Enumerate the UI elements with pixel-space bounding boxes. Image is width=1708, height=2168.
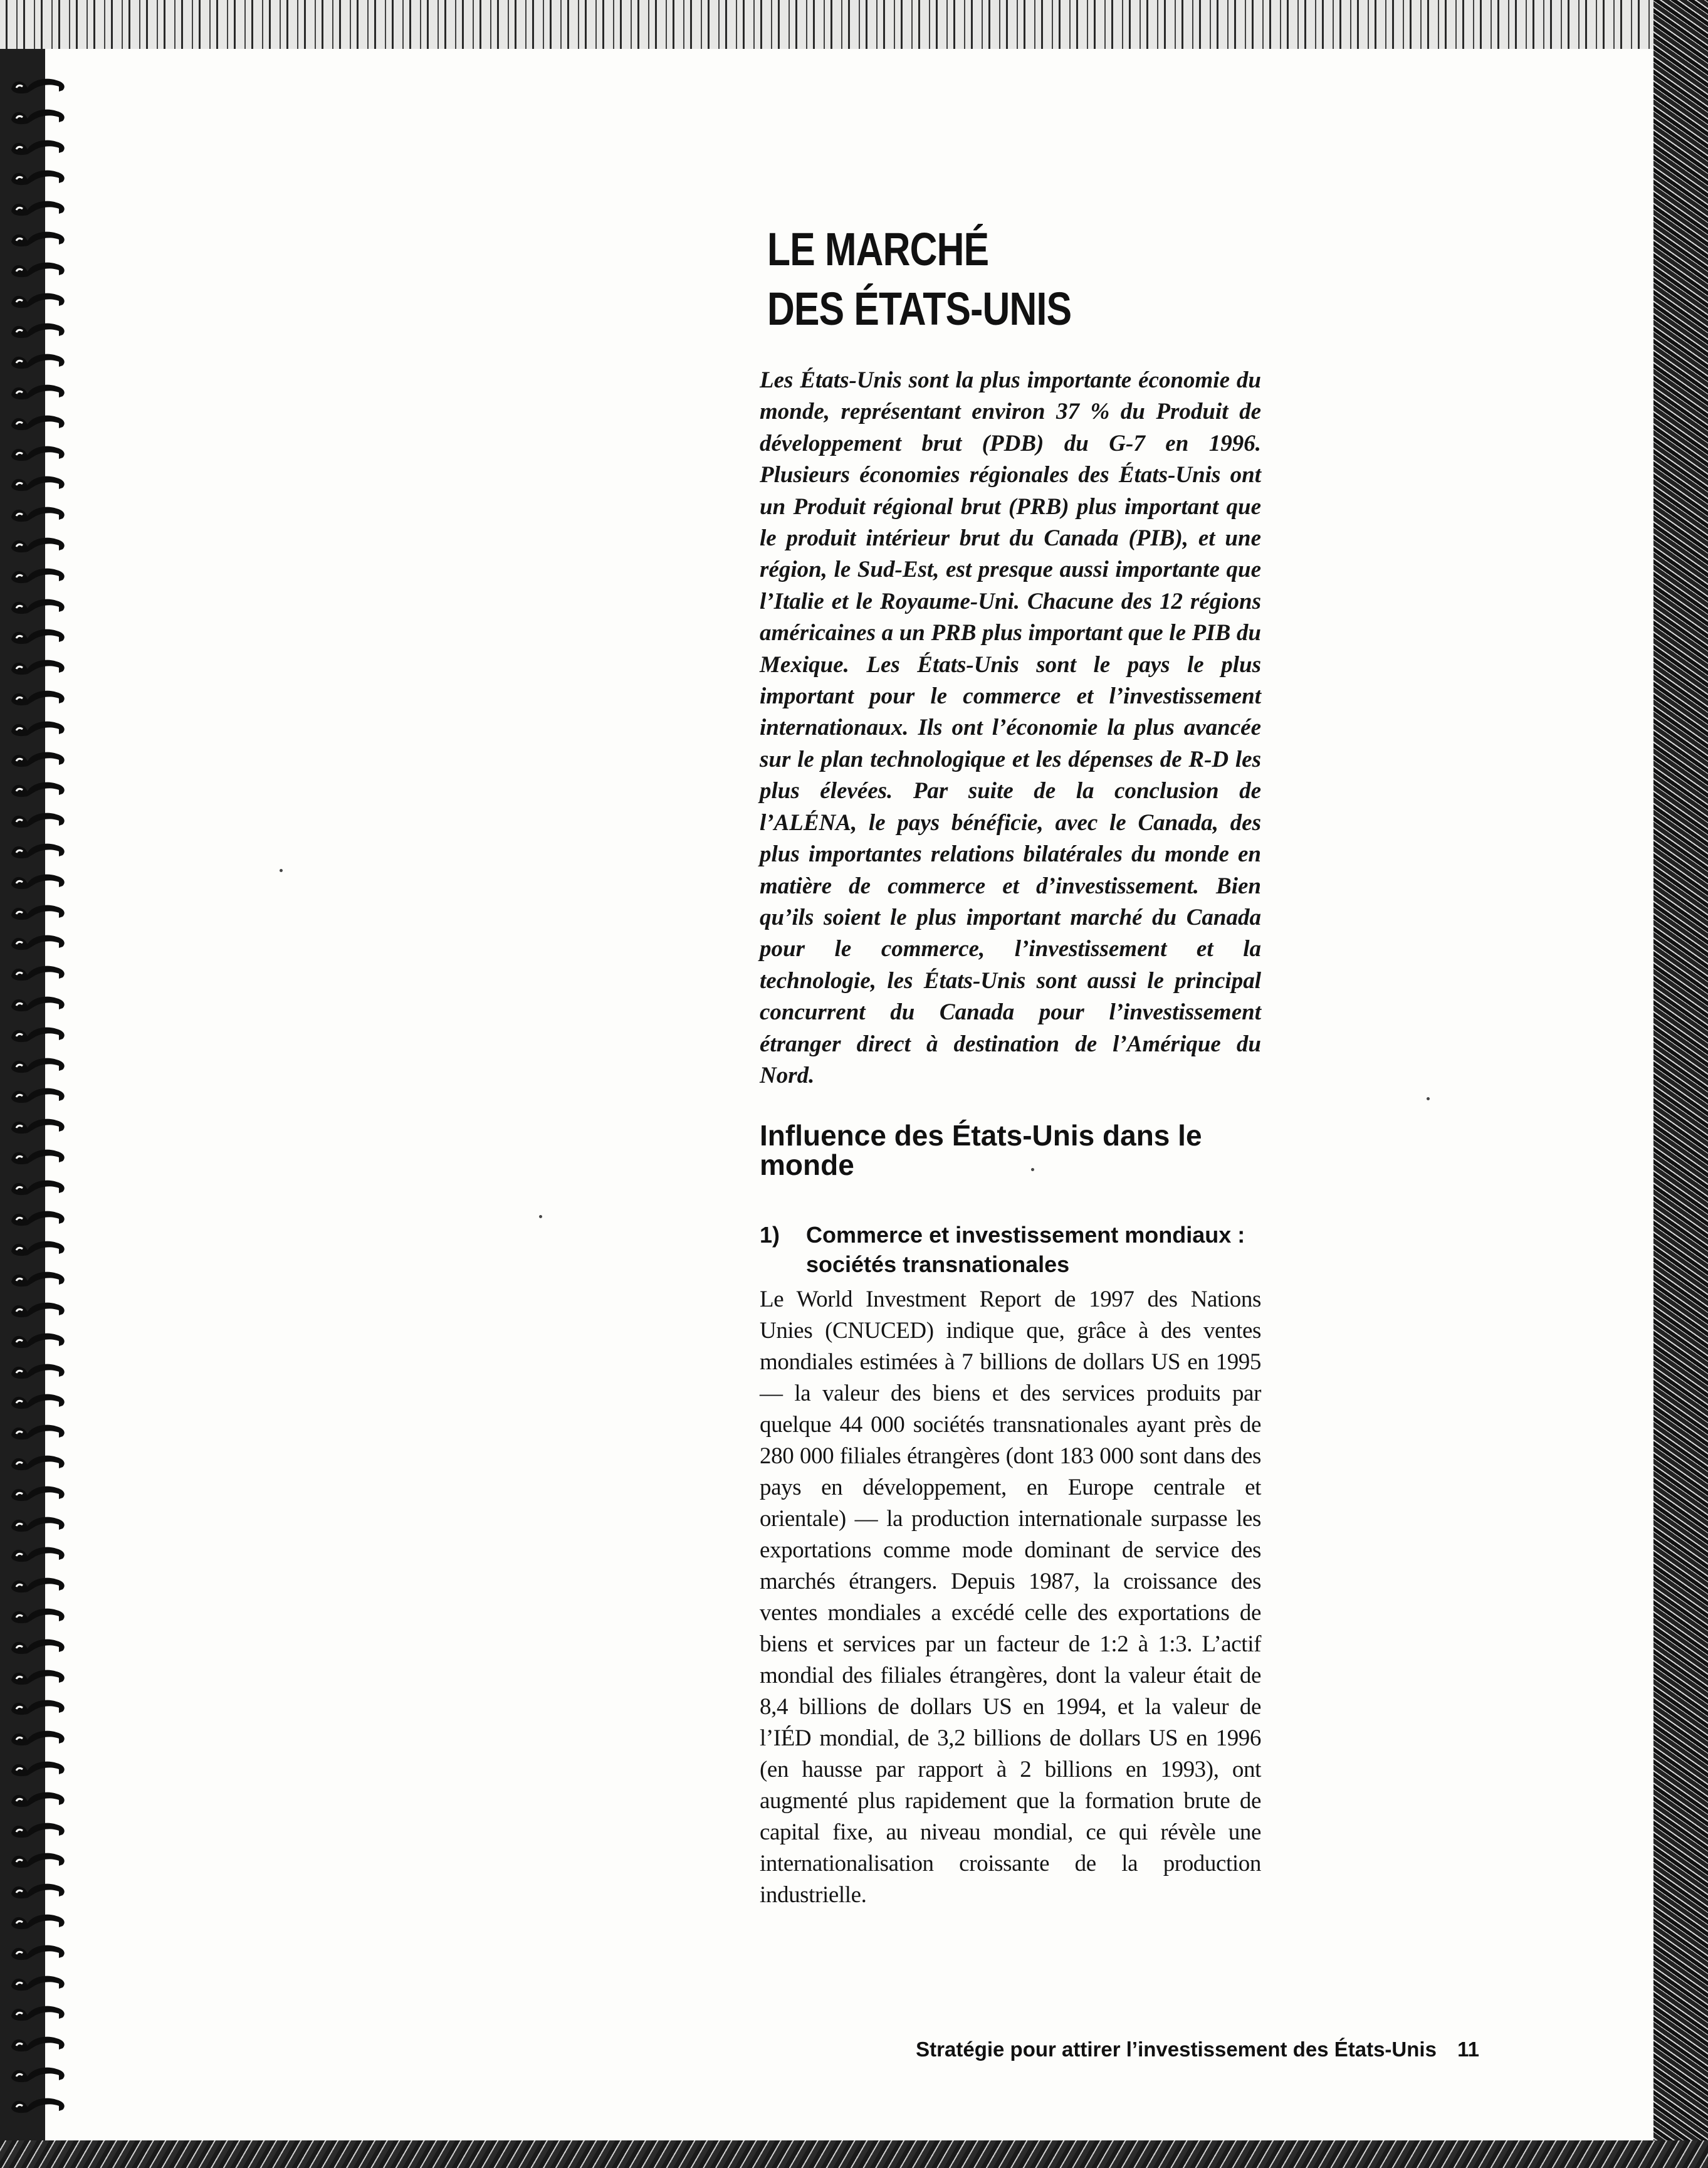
binding-ring (9, 259, 69, 278)
binding-ring (9, 656, 69, 675)
binding-ring (9, 137, 69, 155)
binding-ring (9, 1636, 69, 1655)
binding-ring (9, 993, 69, 1012)
title-line-1: LE MARCHÉ (767, 223, 989, 275)
binding-ring (9, 1666, 69, 1685)
binding-ring (9, 290, 69, 308)
binding-ring (9, 687, 69, 706)
body-paragraph: Le World Investment Report de 1997 des Nations Unies (CNUCED) indique que, grâce à des ventes mondiales estimées à 7 billions de dollars US en 1995 — la valeur des biens et des services produits par quelque 44 000 sociétés transnationales ayant près de 280 000 filiales étrangères (dont 183 000 sont dans des pays en développement, en Europe centrale et orientale) — la production internationale surpasse les exportations comme mode dominant de service des marchés étrangers. Depuis 1987, la croissance des ventes mondiales a excédé celle des exportations de biens et services par un facteur de 1:2 à 1:3. L’actif mondial des filiales étrangères, dont la valeur était de 8,4 billions de dollars US en 1994, et la valeur de l’IÉD mondial, de 3,2 billions de dollars US en 1996 (en hausse par rapport à 2 billions en 1993), ont augmenté plus rapidement que la formation brute de capital fixe, au niveau mondial, ce qui révèle une internationalisation croissante de la production industrielle. (760, 1287, 1261, 1908)
binding-ring (9, 1177, 69, 1196)
binding-ring (9, 1421, 69, 1440)
binding-ring (9, 75, 69, 94)
scan-speck (1427, 1097, 1430, 1100)
page-footer (916, 2038, 1479, 2061)
scan-background-texture (1653, 0, 1708, 2168)
scan-top-edge (0, 0, 1708, 49)
binding-ring (9, 962, 69, 981)
binding-ring (9, 350, 69, 369)
binding-ring (9, 197, 69, 216)
binding-ring (9, 1146, 69, 1165)
binding-ring (9, 718, 69, 737)
scan-speck (1031, 1168, 1034, 1171)
subsection-heading (760, 1220, 1261, 1279)
binding-ring (9, 1391, 69, 1409)
binding-ring (9, 381, 69, 400)
binding-ring (9, 1972, 69, 1991)
binding-ring (9, 1942, 69, 1960)
binding-ring (9, 1850, 69, 1868)
binding-ring (9, 1758, 69, 1777)
binding-ring (9, 871, 69, 890)
binding-ring (9, 1330, 69, 1349)
binding-ring (9, 902, 69, 920)
page-number: 11 (1457, 2038, 1479, 2061)
binding-ring (9, 2064, 69, 2083)
binding-ring (9, 473, 69, 492)
binding-ring (9, 1452, 69, 1471)
scan-speck (539, 1215, 542, 1218)
title-line-2: DES ÉTATS-UNIS (767, 283, 1072, 335)
binding-ring (9, 1880, 69, 1899)
binding-ring (9, 1544, 69, 1562)
binding-ring (9, 228, 69, 247)
binding-ring (9, 809, 69, 828)
section-heading: Influence des États-Unis dans le monde (760, 1119, 1202, 1181)
binding-ring (9, 565, 69, 584)
binding-ring (9, 503, 69, 522)
binding-ring (9, 534, 69, 553)
binding-ring (9, 1024, 69, 1043)
binding-ring (9, 1605, 69, 1624)
binding-ring (9, 1208, 69, 1226)
binding-ring (9, 1911, 69, 1930)
binding-ring (9, 779, 69, 797)
binding-ring (9, 1574, 69, 1593)
binding-ring (9, 1055, 69, 1073)
binding-ring (9, 1299, 69, 1318)
binding-ring (9, 1483, 69, 1502)
footer-text: Stratégie pour attirer l’investissement des États-Unis (916, 2038, 1437, 2061)
spiral-binding (0, 49, 81, 2140)
binding-ring (9, 1268, 69, 1287)
binding-ring (9, 1115, 69, 1134)
binding-ring (9, 932, 69, 950)
page-title (767, 219, 1071, 339)
binding-ring (9, 626, 69, 645)
binding-ring (9, 1697, 69, 1715)
binding-ring (9, 443, 69, 461)
binding-ring (9, 1513, 69, 1532)
binding-ring (9, 2095, 69, 2113)
binding-ring (9, 1360, 69, 1379)
binding-ring (9, 1085, 69, 1103)
subsection-title: Commerce et investissement mondiaux : sociétés transnationales (806, 1222, 1245, 1277)
binding-ring (9, 106, 69, 125)
binding-ring (9, 840, 69, 859)
binding-ring (9, 2002, 69, 2021)
binding-ring (9, 412, 69, 431)
intro-paragraph: Les États-Unis sont la plus importante économie du monde, représentant environ 37 % du Produit de développement brut (PDB) du G-7 en 1996. Plusieurs économies régionales des États-Unis ont un Produit régional brut (PRB) plus important que le produit intérieur brut du Canada (PIB), et une région, le Sud-Est, est presque aussi importante que l’Italie et le Royaume-Uni. Chacune des 12 régions américaines a un PRB plus important que le PIB du Mexique. Les États-Unis sont le pays le plus important pour le commerce et l’investissement internationaux. Ils ont l’économie la plus avancée sur le plan technologique et les dépenses de R-D les plus élevées. Par suite de la conclusion de l’ALÉNA, le pays bénéficie, avec le Canada, des plus importantes relations bilatérales du monde en matière de commerce et d’investissement. Bien qu’ils soient le plus important marché du Canada pour le commerce, l’investissement et la technologie, les États-Unis sont aussi le principal concurrent du Canada pour l’investissement étranger direct à destination de l’Amérique du Nord. (760, 367, 1261, 1088)
binding-ring (9, 596, 69, 614)
binding-ring (9, 1727, 69, 1746)
binding-ring (9, 1819, 69, 1838)
binding-ring (9, 749, 69, 767)
binding-ring (9, 320, 69, 339)
binding-ring (9, 1238, 69, 1256)
scan-speck (280, 869, 283, 872)
binding-ring (9, 1789, 69, 1808)
subsection-number: 1) (760, 1222, 780, 1248)
binding-ring (9, 2033, 69, 2052)
binding-ring (9, 167, 69, 186)
scan-bottom-edge (0, 2140, 1708, 2168)
